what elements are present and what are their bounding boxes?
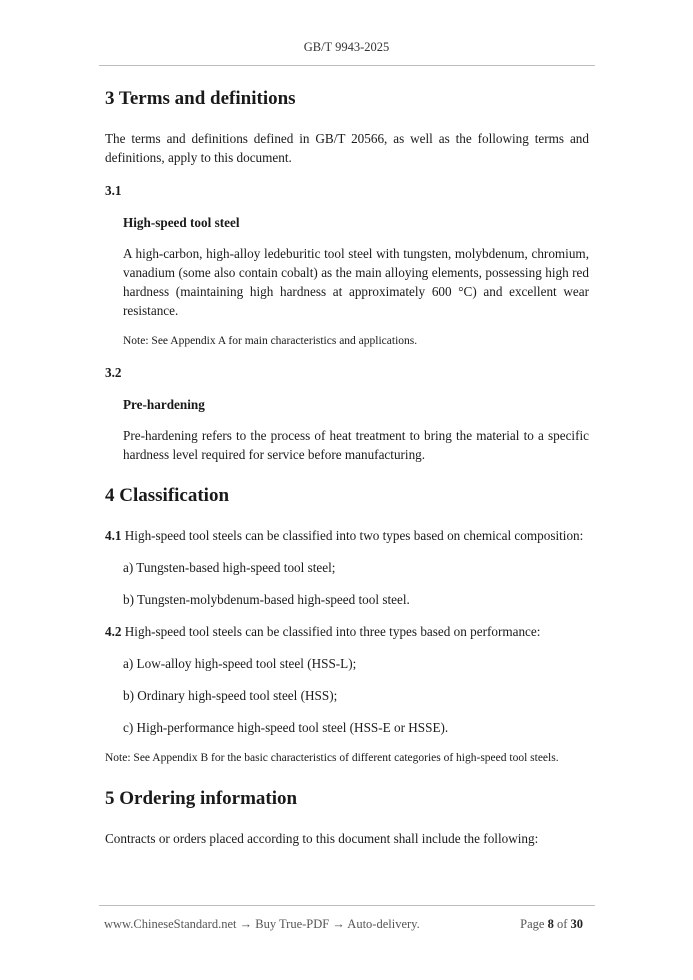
term-3-2-number: 3.2 — [105, 365, 122, 380]
section-3-intro: The terms and definitions defined in GB/T 20566, as well as the following terms and definitions, apply to this document. — [105, 131, 589, 165]
term-3-1-number: 3.1 — [105, 183, 122, 198]
clause-4-1 — [105, 526, 589, 545]
page-total: 30 — [570, 917, 583, 931]
clause-4-2-text: High-speed tool steels can be classified into three types based on performance: — [121, 624, 541, 639]
list-item: a) Low-alloy high-speed tool steel (HSS-L); — [123, 656, 357, 671]
list-item: b) Ordinary high-speed tool steel (HSS); — [123, 688, 338, 703]
header-divider — [99, 65, 595, 66]
list-item: c) High-performance high-speed tool steel (HSS-E or HSSE). — [123, 720, 449, 735]
section-5-title: 5 Ordering information — [105, 788, 298, 809]
clause-4-1-number: 4.1 — [105, 528, 122, 543]
term-3-1-name: High-speed tool steel — [123, 215, 240, 230]
page-content — [105, 85, 589, 848]
term-3-2-name: Pre-hardening — [123, 397, 205, 412]
term-3-2-definition: Pre-hardening refers to the process of heat treatment to bring the material to a specific hardness level required for service before manufacturing. — [123, 428, 589, 462]
section-4-title: 4 Classification — [105, 485, 230, 506]
footer-promo-link[interactable]: www.ChineseStandard.net → Buy True-PDF → Auto-delivery. — [104, 917, 420, 931]
page-number: 8 — [547, 917, 554, 931]
clause-4-2 — [105, 622, 589, 641]
list-item: a) Tungsten-based high-speed tool steel; — [123, 560, 336, 575]
section-3-title: 3 Terms and definitions — [105, 88, 296, 109]
clause-4-2-number: 4.2 — [105, 624, 122, 639]
list-item: b) Tungsten-molybdenum-based high-speed tool steel. — [123, 592, 410, 607]
section-4-note: Note: See Appendix B for the basic characteristics of different categories of high-speed tool steels. — [105, 752, 559, 764]
clause-4-1-text: High-speed tool steels can be classified into two types based on chemical composition: — [121, 528, 584, 543]
term-3-1-definition: A high-carbon, high-alloy ledeburitic tool steel with tungsten, molybdenum, chromium, vanadium (some also contain cobalt) as the main alloying elements, possessing high red hardness (maintaining high hardness at approximately 600 °C) and excellent wear resistance. — [123, 246, 589, 318]
section-5-intro: Contracts or orders placed according to this document shall include the following: — [105, 831, 539, 846]
footer-divider — [99, 905, 595, 906]
page-indicator — [520, 917, 583, 932]
document-header: GB/T 9943-2025 — [303, 40, 390, 54]
page-label: Page — [520, 917, 545, 931]
term-3-1-note: Note: See Appendix A for main characteristics and applications. — [123, 335, 418, 347]
of-label: of — [556, 917, 568, 931]
